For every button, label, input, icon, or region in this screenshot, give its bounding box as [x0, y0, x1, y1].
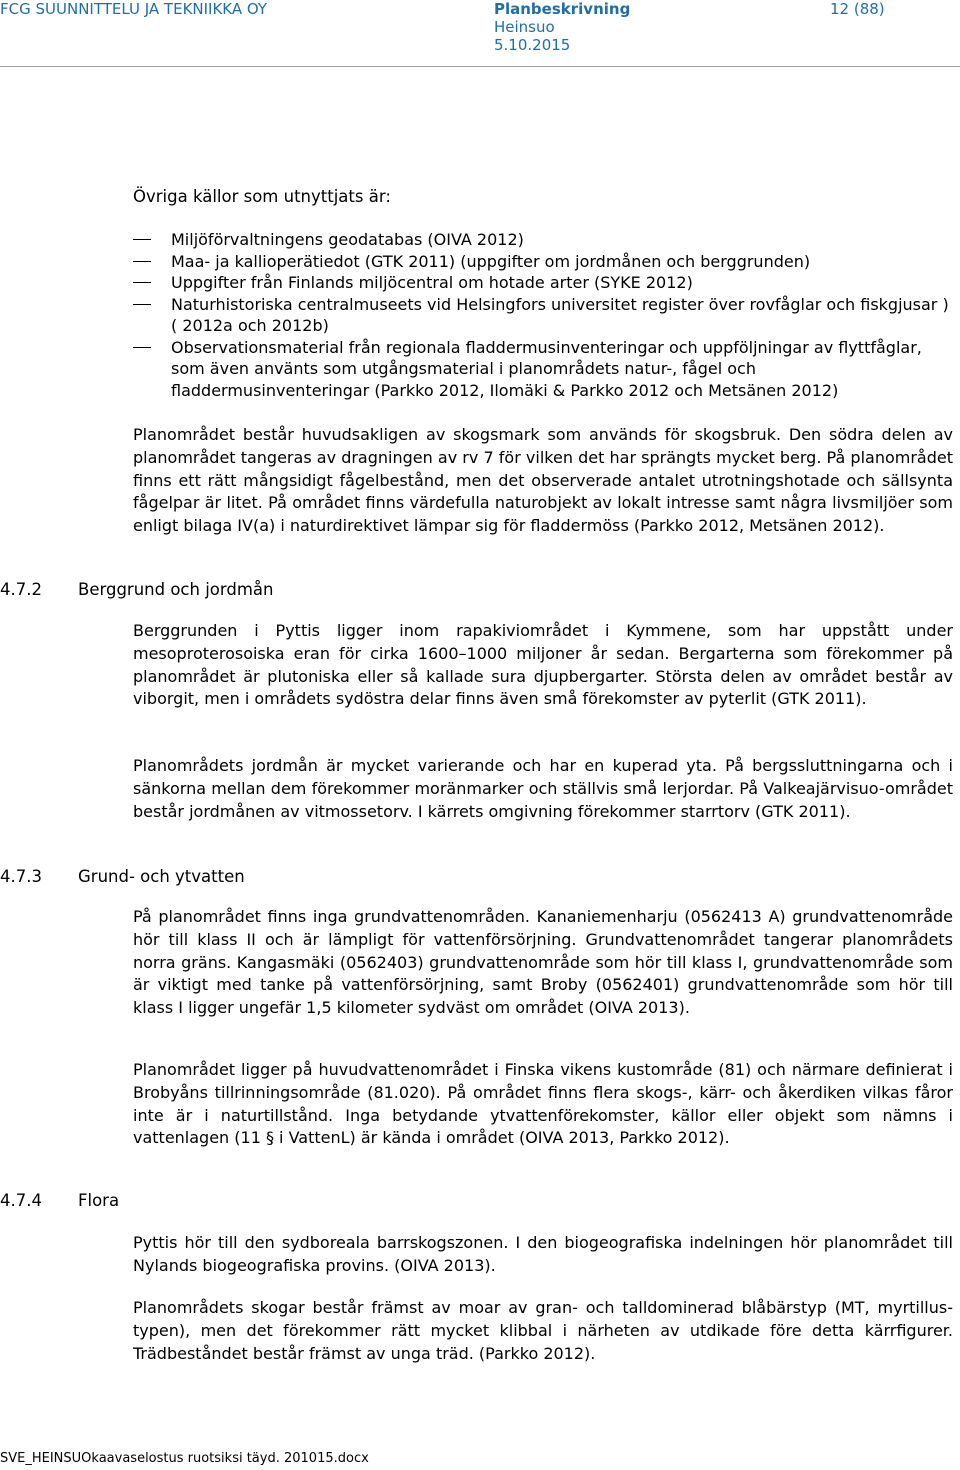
- dash-bullet-icon: [133, 239, 151, 240]
- list-item-text: Maa- ja kallioperätiedot (GTK 2011) (uppgifter om jordmånen och berggrunden): [171, 251, 811, 271]
- paragraph: På planområdet finns inga grundvattenområden. Kananiemenharju (0562413 A) grundvattenområde hör till klass II och är lämpligt för vattenförsörjning. Grundvattenområdet tangerar planområdets norra gräns. Kangasmäki (0562403) grundvattenområde som hör till klass I, grundvattenområde som är viktigt med tanke på vattenförsörjning, samt Broby (0562401) grundvattenområde som hör till klass I ligger ungefär 1,5 kilometer sydväst om området (OIVA 2013).: [133, 907, 953, 1018]
- list-item-text: Miljöförvaltningens geodatabas (OIVA 2012): [171, 230, 524, 249]
- paragraph: Planområdets skogar består främst av moar av gran- och talldominerad blåbärstyp (MT, myrtillus-typen), men det förekommer rätt mycket klibbal i närheten av utdikade före detta kärrfigurer. Trädbeståndet består främst av unga träd. (Parkko 2012).: [133, 1298, 953, 1363]
- dash-bullet-icon: [133, 261, 151, 262]
- section-title: Berggrund och jordmån: [78, 580, 274, 599]
- list-item-text: Observationsmaterial från regionala fladdermusinventeringar och uppföljningar av flyttfåglar, som även använts som utgångsmaterial i planområdets natur-, fågel och fladdermusinventeringar (Parkko 2012, Ilomäki & Parkko 2012 och Metsänen 2012): [171, 337, 922, 400]
- section-title: Flora: [78, 1191, 120, 1210]
- company-name: FCG SUUNNITTELU JA TEKNIIKKA OY: [0, 0, 268, 18]
- paragraph: Berggrunden i Pyttis ligger inom rapakiviområdet i Kymmene, som har uppstått under mesoproterosoiska eran för cirka 1600–1000 miljoner år sedan. Bergarterna som förekommer på planområdet är plutoniska eller så kallade sura djupbergarter. Största delen av området består av viborgit, men i områdets sydöstra delar finns även små förekomster av pyterlit (GTK 2011).: [133, 621, 953, 709]
- project-name: Heinsuo: [494, 18, 555, 36]
- document-date: 5.10.2015: [494, 36, 571, 54]
- list-item: [133, 337, 953, 402]
- paragraph: Pyttis hör till den sydboreala barrskogszonen. I den biogeografiska indelningen hör planområdet till Nylands biogeografiska provins. (OIVA 2013).: [133, 1233, 953, 1275]
- dash-bullet-icon: [133, 347, 151, 348]
- section-heading-flora: [0, 1190, 119, 1212]
- footer-filename: SVE_HEINSUOkaavaselostus ruotsiksi täyd. 201015.docx: [0, 1451, 369, 1466]
- document-info: [494, 0, 630, 54]
- section-heading-grundvatten: [0, 866, 245, 888]
- sources-list: [133, 229, 953, 401]
- dash-bullet-icon: [133, 304, 151, 305]
- list-item: [133, 294, 953, 337]
- section-title: Grund- och ytvatten: [78, 867, 245, 886]
- sources-intro: Övriga källor som utnyttjats är:: [133, 187, 391, 206]
- list-item-text: Uppgifter från Finlands miljöcentral om hotade arter (SYKE 2012): [171, 273, 693, 292]
- paragraph: Planområdet ligger på huvudvattenområdet i Finska vikens kustområde (81) och närmare definierat i Brobyåns tillrinningsområde (81.020). På området finns flera skogs-, kärr- och åkerdiken vilkas fåror inte är i naturtillstånd. Inga betydande ytvattenförekomster, källor eller objekt som nämns i vattenlagen (11 § i VattenL) är kända i området (OIVA 2013, Parkko 2012).: [133, 1060, 953, 1148]
- paragraph: Planområdets jordmån är mycket varierande och har en kuperad yta. På bergssluttningarna och i sänkorna mellan dem förekommer moränmarker och ställvis små lerjordar. På Valkeajärvisuo-området består jordmånen av vitmossetorv. I kärrets omgivning förekommer starrtorv (GTK 2011).: [133, 756, 953, 821]
- section-number: 4.7.4: [0, 1191, 42, 1210]
- dash-bullet-icon: [133, 282, 151, 283]
- area-paragraph: Planområdet består huvudsakligen av skogsmark som används för skogsbruk. Den södra delen av planområdet tangeras av dragningen av rv 7 för vilken det har sprängts mycket berg. På planområdet finns ett rätt mångsidigt fågelbestånd, men det observerade antalet utrotningshotade och sällsynta fågelpar är litet. På området finns värdefulla naturobjekt av lokalt intresse samt några livsmiljöer som enligt bilaga IV(a) i naturdirektivet lämpar sig för fladdermöss (Parkko 2012, Metsänen 2012).: [133, 425, 953, 536]
- page-number: 12 (88): [830, 0, 885, 18]
- header-divider: [0, 66, 960, 67]
- section-number: 4.7.3: [0, 867, 42, 886]
- list-item-text: Naturhistoriska centralmuseets vid Helsingfors universitet register över rovfåglar och fiskgjusar )( 2012a och 2012b): [171, 294, 949, 335]
- page-header: [0, 0, 960, 60]
- document-type: Planbeskrivning: [494, 0, 631, 18]
- section-heading-berggrund: [0, 579, 274, 601]
- list-item: [133, 251, 953, 273]
- section-number: 4.7.2: [0, 580, 42, 599]
- list-item: [133, 229, 953, 251]
- list-item: [133, 272, 953, 294]
